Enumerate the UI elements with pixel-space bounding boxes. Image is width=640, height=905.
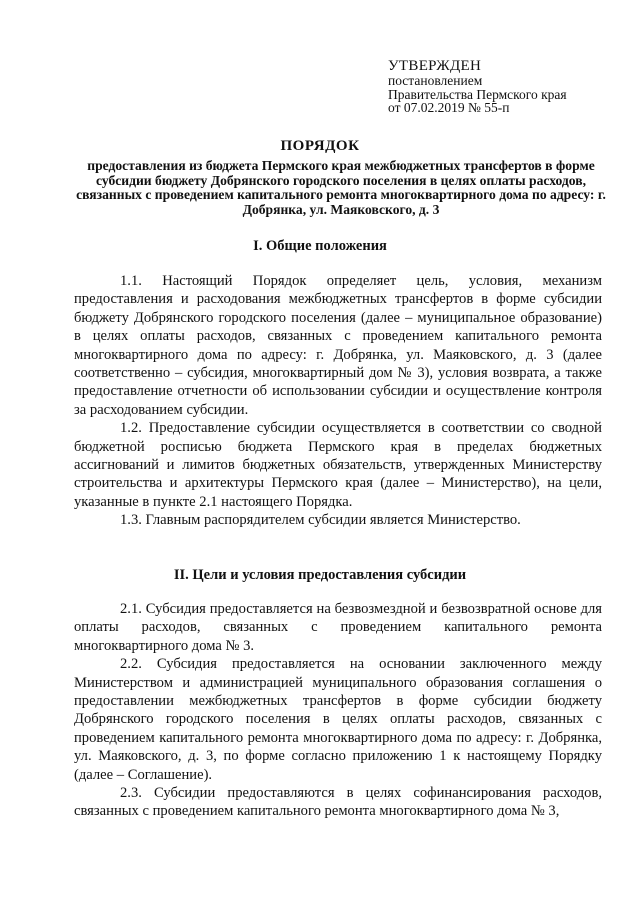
approval-line: Правительства Пермского края (388, 86, 567, 102)
approval-date: от 07.02.2019 № 55-п (388, 100, 510, 115)
section-heading: I. Общие положения (253, 238, 387, 254)
paragraph: 2.1. Субсидия предоставляется на безвозмездной и безвозвратной основе для оплаты расходов, связанных с проведением капитального ремонта многоквартирного дома № 3. (74, 601, 602, 654)
paragraph: 2.2. Субсидия предоставляется на основании заключенного между Министерством и администрацией муниципального образования соглашения о предоставлении межбюджетных трансфертов в форме субсидии бюджету Добрянского городского поселения в целях оплаты расходов, связанных с проведением капитального ремонта многоквартирного дома по адресу: г. Добрянка, ул. Маяковского, д. 3, по форме согласно приложению 1 к настоящему Порядку (далее – Соглашение). (74, 656, 602, 783)
paragraph: 1.2. Предоставление субсидии осуществляется в соответствии со сводной бюджетной росписью бюджета Пермского края в пределах бюджетных ассигнований и лимитов бюджетных обязательств, утвержденных Министерству строительства и архитектуры Пермского края (далее – Министерство), на цели, указанные в пункте 2.1 настоящего Порядка. (74, 420, 602, 510)
section-body (74, 272, 602, 530)
approval-line: постановлением (388, 73, 483, 88)
paragraph: 2.3. Субсидии предоставляются в целях софинансирования расходов, связанных с проведением капитального ремонта многоквартирного дома № 3, (74, 785, 602, 820)
approval-heading: УТВЕРЖДЕН (388, 58, 482, 74)
section-body (74, 600, 602, 821)
document-subtitle: предоставления из бюджета Пермского края межбюджетных трансфертов в форме субсидии бюджету Добрянского городского поселения в целях оплаты расходов, связанных с проведением капитального ремонта многоквартирного дома по адресу: г. Добрянка, ул. Маяковского, д. 3 (76, 158, 606, 217)
section-heading: II. Цели и условия предоставления субсидии (173, 567, 467, 583)
paragraph: 1.1. Настоящий Порядок определяет цель, условия, механизм предоставления и расходования межбюджетных трансфертов в форме субсидии бюджету Добрянского городского поселения (далее – муниципальное образование) в целях оплаты расходов, связанных с проведением капитального ремонта многоквартирного дома по адресу: г. Добрянка, ул. Маяковского, д. 3 (далее соответственно – субсидия, многоквартирный дом № 3), условия возврата, а также предоставление отчетности об использовании субсидии и осуществление контроля за расходованием субсидии. (74, 273, 602, 418)
paragraph: 1.3. Главным распорядителем субсидии является Министерство. (120, 512, 521, 529)
document-title: ПОРЯДОК (280, 138, 360, 154)
approval-stamp (388, 58, 628, 115)
